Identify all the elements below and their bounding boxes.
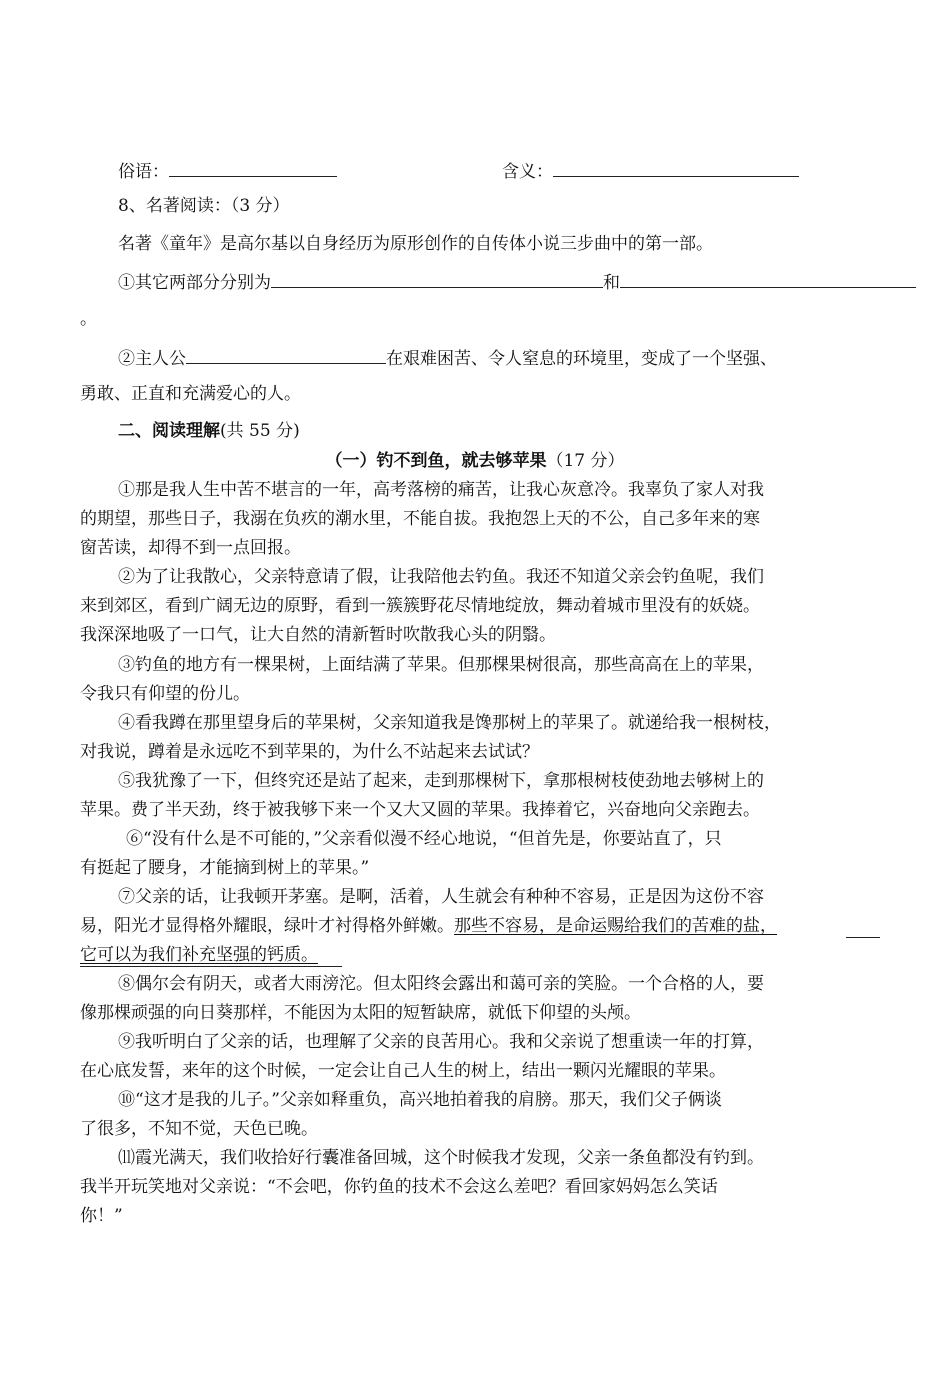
passage-line: ⑤我犹豫了一下，但终究还是站了起来，走到那棵树下，拿那根树枝使劲地去够树上的: [118, 771, 764, 791]
q8-item1: [118, 271, 916, 293]
passage-line: [80, 945, 318, 965]
passage-line: 令我只有仰望的份儿。: [80, 684, 250, 704]
section2-heading: [118, 421, 300, 441]
passage-line: ⑦父亲的话，让我顿开茅塞。是啊，活着，人生就会有种种不容易，正是因为这份不容: [118, 887, 764, 907]
passage-title-bold: （一）钓不到鱼，就去够苹果: [325, 451, 547, 471]
passage-line: 像那棵顽强的向日葵那样，不能因为太阳的短暂缺席，就低下仰望的头颅。: [80, 1003, 641, 1023]
passage-line: 我深深地吸了一口气，让大自然的清新暂时吹散我心头的阴翳。: [80, 625, 556, 645]
passage-line: 你！”: [80, 1206, 123, 1226]
meaning-answer-blank[interactable]: [553, 160, 799, 177]
other-works-blank-2[interactable]: [620, 271, 916, 288]
protagonist-blank[interactable]: [186, 347, 386, 364]
passage-line: 苹果。费了半天劲，终于被我够下来一个又大又圆的苹果。我捧着它，兴奋地向父亲跑去。: [80, 800, 760, 820]
passage-title-score: （17 分）: [546, 451, 625, 471]
q8-item1-and: 和: [603, 273, 620, 293]
passage-line-part: 易，阳光才显得格外耀眼，绿叶才衬得格外鲜嫩。: [80, 916, 454, 936]
underline-extension: [80, 966, 342, 967]
passage-line: 我半开玩笑地对父亲说：“不会吧，你钓鱼的技术不会这么差吧？看回家妈妈怎么笑话: [80, 1177, 718, 1197]
passage-line: ②为了让我散心，父亲特意请了假，让我陪他去钓鱼。我还不知道父亲会钓鱼呢，我们: [118, 567, 764, 587]
passage-line: 了很多，不知不觉，天色已晚。: [80, 1119, 318, 1139]
passage-line: 来到郊区，看到广阔无边的原野，看到一簇簇野花尽情地绽放，舞动着城市里没有的妖娆。: [80, 596, 760, 616]
q8-item2: [118, 347, 777, 369]
saying-label: 俗语：: [118, 162, 169, 182]
q8-item1-end: 。: [80, 309, 97, 329]
passage-line: 在心底发誓，来年的这个时候，一定会让自己人生的树上，结出一颗闪光耀眼的苹果。: [80, 1061, 726, 1081]
passage-line: ⑾霞光满天，我们收拾好行囊准备回城，这个时候我才发现，父亲一条鱼都没有钓到。: [118, 1148, 764, 1168]
passage-line: ⑨我听明白了父亲的话，也理解了父亲的良苦用心。我和父亲说了想重读一年的打算，: [118, 1032, 764, 1052]
q8-item1-prefix: ①其它两部分分别为: [118, 273, 271, 293]
passage-line: ④看我蹲在那里望身后的苹果树，父亲知道我是馋那树上的苹果了。就递给我一根树枝，: [118, 713, 781, 733]
passage-line: 对我说，蹲着是永远吃不到苹果的，为什么不站起来去试试？: [80, 742, 539, 762]
underline-extension: [846, 937, 880, 938]
passage-line: ③钓鱼的地方有一棵果树，上面结满了苹果。但那棵果树很高，那些高高在上的苹果，: [118, 655, 764, 675]
q8-item2-cont: 勇敢、正直和充满爱心的人。: [80, 384, 301, 404]
other-works-blank-1[interactable]: [271, 271, 603, 288]
passage-title: [0, 451, 950, 471]
q8-intro: 名著《童年》是高尔基以自身经历为原形创作的自传体小说三步曲中的第一部。: [118, 234, 713, 254]
passage-line: 有挺起了腰身，才能摘到树上的苹果。”: [80, 858, 370, 878]
passage-line: 窗苦读，却得不到一点回报。: [80, 538, 301, 558]
passage-line: ⑩“这才是我的儿子。”父亲如释重负，高兴地拍着我的肩膀。那天，我们父子俩谈: [118, 1090, 722, 1110]
q7-meaning-row: [502, 160, 799, 182]
q8-item2-prefix: ②主人公: [118, 349, 186, 369]
section2-heading-bold: 二、阅读理解: [118, 421, 220, 441]
passage-line: ①那是我人生中苦不堪言的一年，高考落榜的痛苦，让我心灰意冷。我辜负了家人对我: [118, 480, 764, 500]
passage-line: [80, 916, 777, 936]
passage-line: 的期望，那些日子，我溺在负疚的潮水里，不能自拔。我抱怨上天的不公，自己多年来的寒: [80, 509, 760, 529]
q8-item2-suffix: 在艰难困苦、令人窒息的环境里，变成了一个坚强、: [386, 349, 777, 369]
underlined-sentence: 那些不容易，是命运赐给我们的苦难的盐，: [454, 916, 777, 936]
q7-row: [118, 160, 337, 182]
saying-answer-blank[interactable]: [169, 160, 337, 177]
q8-title: 8、名著阅读：（3 分）: [118, 196, 290, 216]
section2-heading-score: (共 55 分): [220, 421, 300, 441]
passage-line: ⑥“没有什么是不可能的，”父亲看似漫不经心地说，“但首先是，你要站直了，只: [126, 829, 722, 849]
underlined-sentence-cont: 它可以为我们补充坚强的钙质。: [80, 945, 318, 965]
meaning-label: 含义：: [502, 162, 553, 182]
passage-line: ⑧偶尔会有阴天，或者大雨滂沱。但太阳终会露出和蔼可亲的笑脸。一个合格的人，要: [118, 974, 764, 994]
